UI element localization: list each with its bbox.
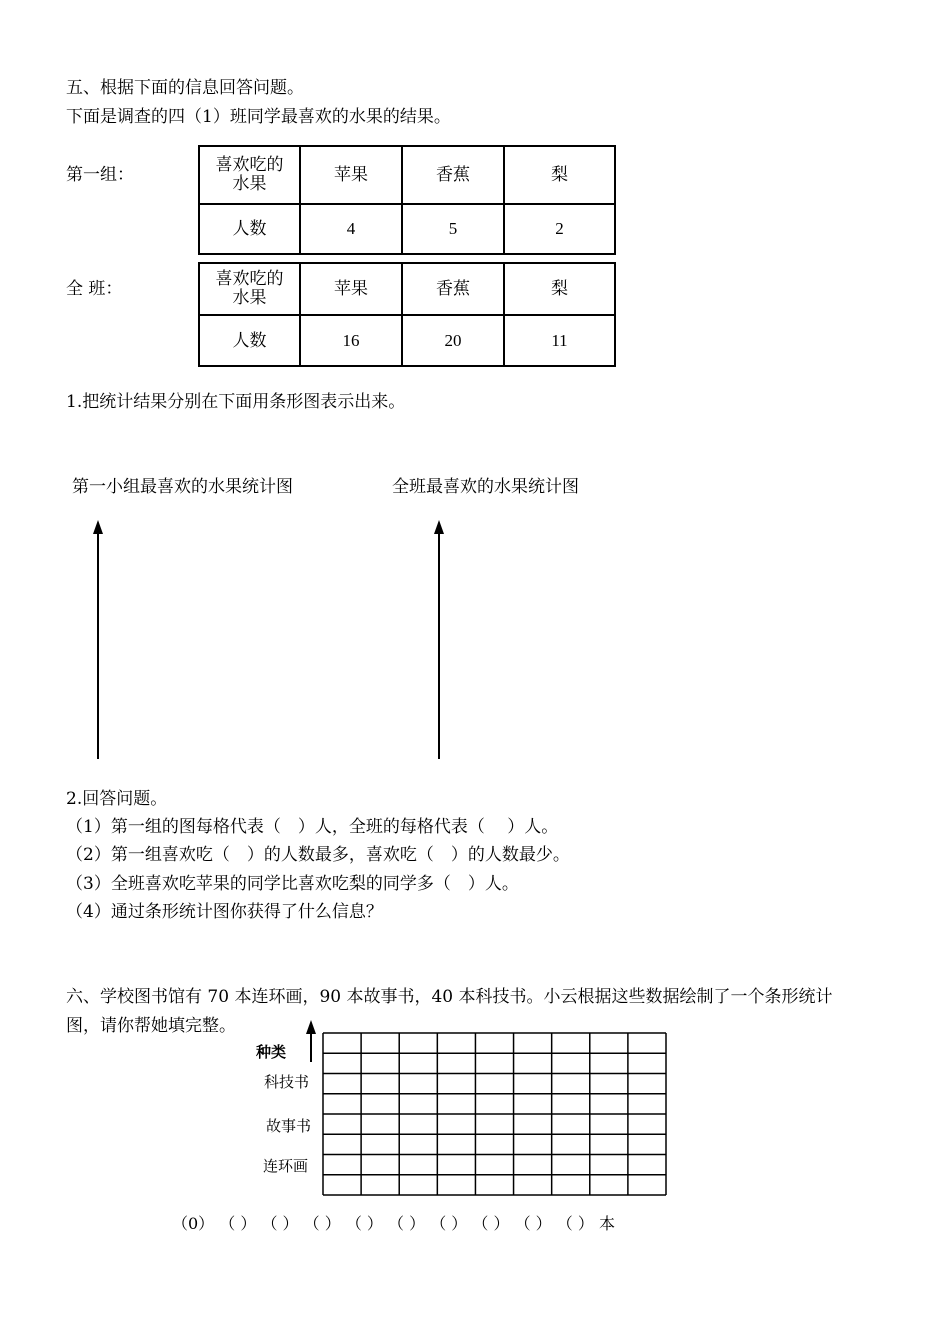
x-tick: （ ） — [303, 1214, 341, 1233]
chart2-title: 全班最喜欢的水果统计图 — [392, 477, 579, 497]
chart2-axis — [438, 532, 440, 759]
whole-class-table — [198, 262, 616, 367]
question-2: （2）第一组喜欢吃（ ）的人数最多，喜欢吃（ ）的人数最少。 — [66, 845, 570, 865]
y-axis-label: 种类 — [256, 1043, 287, 1061]
chart3-y-axis — [310, 1032, 312, 1062]
header-cell: 苹果 — [300, 263, 402, 315]
x-tick: （ ） — [345, 1214, 383, 1233]
count-cell: 16 — [300, 315, 402, 366]
header-cell: 香蕉 — [402, 146, 504, 204]
header-cell: 梨 — [504, 146, 615, 204]
x-tick: （0） — [172, 1214, 215, 1233]
x-unit: 本 — [598, 1214, 615, 1233]
x-axis-ticks — [172, 1214, 615, 1234]
count-label-cell: 人数 — [199, 315, 300, 366]
books-bar-chart-grid — [322, 1032, 674, 1198]
group1-label: 第一组： — [66, 165, 134, 185]
x-tick: （ ） — [514, 1214, 552, 1233]
x-tick: （ ） — [556, 1214, 594, 1233]
section5-heading: 五、根据下面的信息回答问题。 — [66, 78, 304, 98]
count-cell: 5 — [402, 204, 504, 254]
count-label-cell: 人数 — [199, 204, 300, 254]
x-tick: （ ） — [261, 1214, 299, 1233]
x-tick: （ ） — [388, 1214, 426, 1233]
header-cell: 梨 — [504, 263, 615, 315]
question-3: （3）全班喜欢吃苹果的同学比喜欢吃梨的同学多（ ）人。 — [66, 874, 519, 894]
count-cell: 20 — [402, 315, 504, 366]
section5-intro: 下面是调查的四（1）班同学最喜欢的水果的结果。 — [66, 107, 451, 127]
x-tick: （ ） — [472, 1214, 510, 1233]
x-tick: （ ） — [219, 1214, 257, 1233]
header-cell — [199, 146, 300, 204]
category-label: 科技书 — [264, 1073, 310, 1091]
question-4: （4）通过条形统计图你获得了什么信息？ — [66, 902, 383, 922]
section6-line2: 图，请你帮她填完整。 — [66, 1016, 236, 1036]
count-cell: 4 — [300, 204, 402, 254]
header-cell: 苹果 — [300, 146, 402, 204]
header-cell — [199, 263, 300, 315]
count-cell: 11 — [504, 315, 615, 366]
question-1: （1）第一组的图每格代表（ ）人，全班的每格代表（ ）人。 — [66, 817, 559, 837]
section6-line1: 六、学校图书馆有 70 本连环画，90 本故事书，40 本科技书。小云根据这些数据绘制了一个条形统计 — [66, 987, 833, 1007]
whole-class-label: 全 班： — [66, 279, 123, 299]
header-fruit-label: 喜欢吃的水果 — [215, 269, 284, 308]
chart1-axis — [97, 532, 99, 759]
x-tick: （ ） — [430, 1214, 468, 1233]
chart1-title: 第一小组最喜欢的水果统计图 — [72, 477, 293, 497]
header-fruit-label: 喜欢吃的水果 — [215, 155, 284, 194]
task2-text: 2.回答问题。 — [66, 789, 168, 809]
category-label: 故事书 — [266, 1117, 312, 1135]
group1-table — [198, 145, 616, 255]
task1-text: 1.把统计结果分别在下面用条形图表示出来。 — [66, 392, 406, 412]
header-cell: 香蕉 — [402, 263, 504, 315]
category-label: 连环画 — [263, 1157, 309, 1175]
count-cell: 2 — [504, 204, 615, 254]
